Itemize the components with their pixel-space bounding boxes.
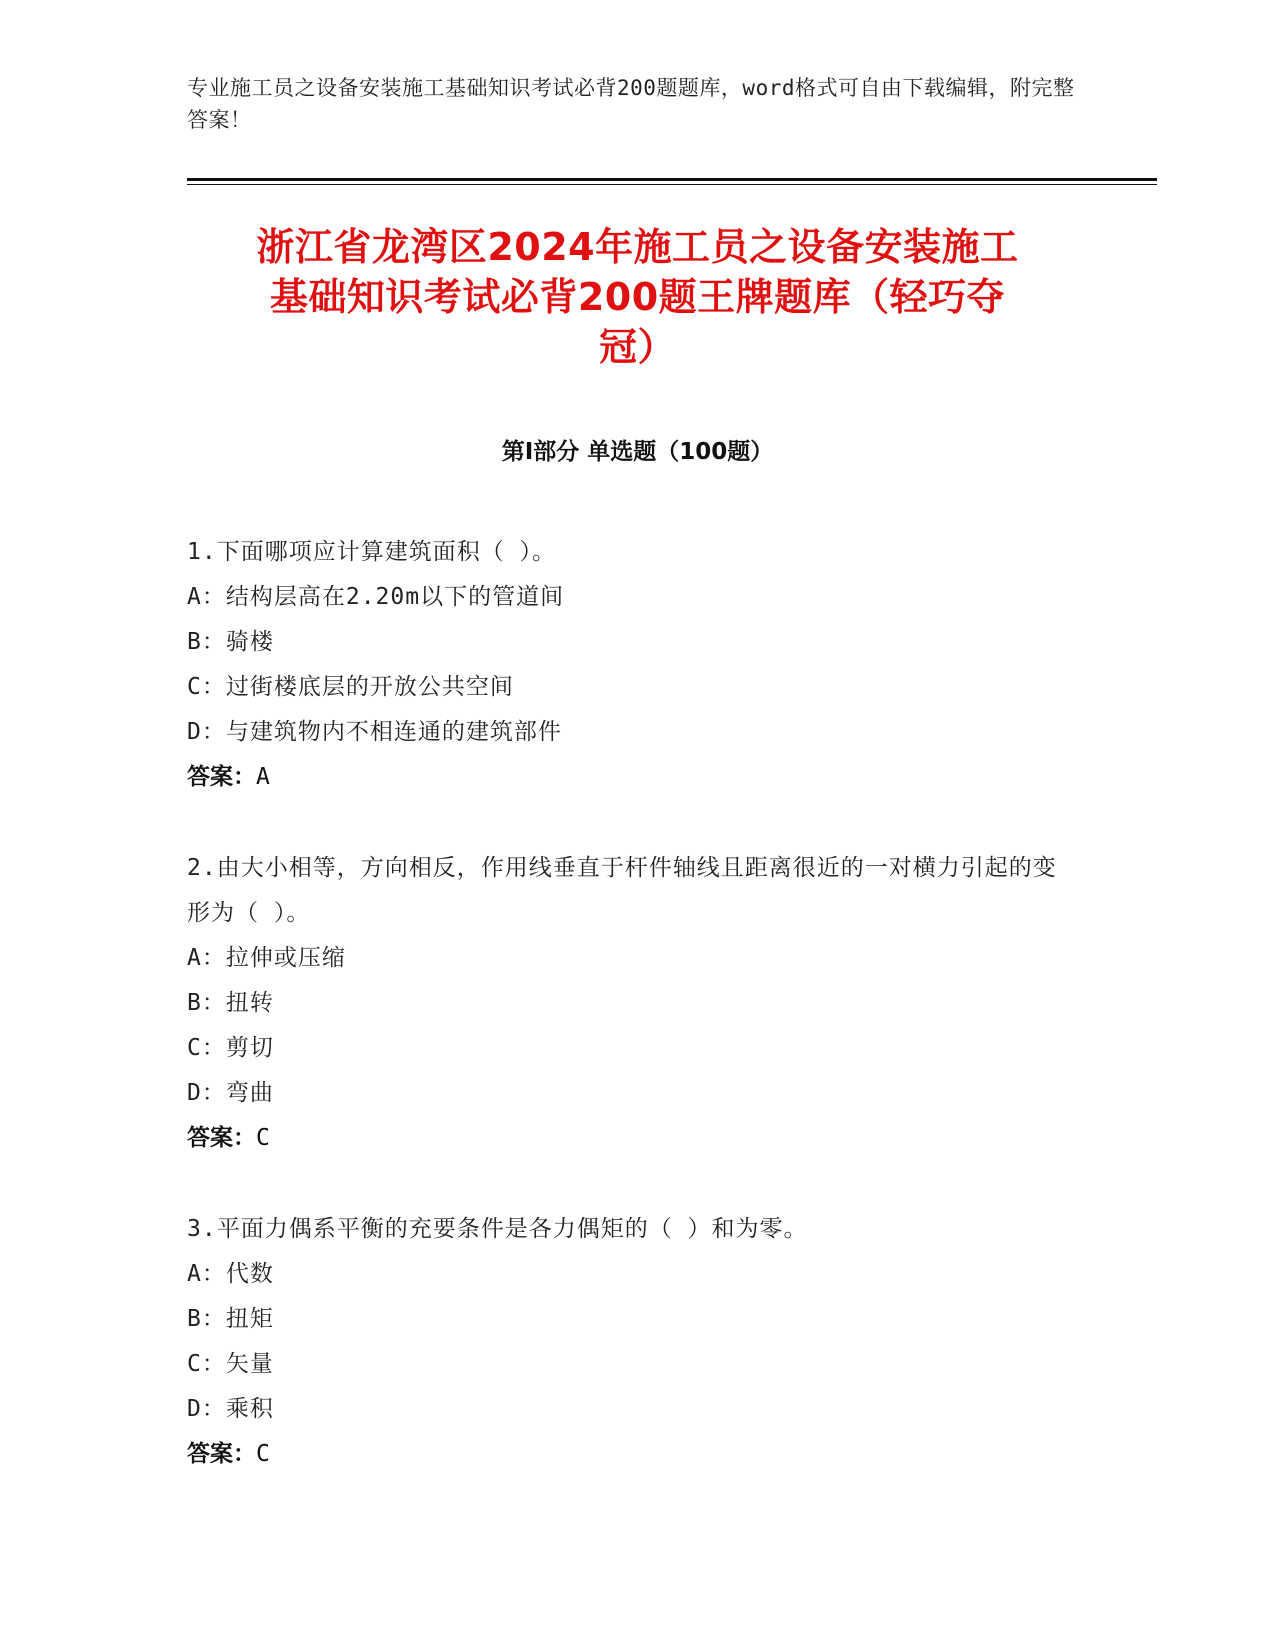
title-line: 冠） [598,325,676,369]
answer-label: 答案： [187,1441,256,1467]
question-item [187,1207,1067,1477]
question-item [187,846,1067,1161]
question-answer [187,1432,1067,1477]
section-heading: 第I部分 单选题（100题） [501,439,774,465]
answer-label: 答案： [187,1125,256,1151]
answer-value: C [256,1441,270,1467]
question-answer [187,1116,1067,1161]
header-note: 专业施工员之设备安装施工基础知识考试必背200题题库，word格式可自由下载编辑，附完整答案！ [187,76,1075,132]
answer-value: A [256,764,270,790]
document-title [170,222,1105,372]
answer-label: 答案： [187,764,256,790]
question-stem: 3.平面力偶系平衡的充要条件是各力偶矩的（ ）和为零。 [187,1216,808,1242]
question-option-a: A：结构层高在2.20m以下的管道间 [187,584,565,610]
question-answer [187,755,1067,800]
question-option-d: D：弯曲 [187,1080,274,1106]
question-option-a: A：代数 [187,1261,274,1287]
title-line: 基础知识考试必背200题王牌题库（轻巧夺 [269,275,1006,319]
question-option-b: B：扭转 [187,990,274,1016]
question-stem: 1.下面哪项应计算建筑面积（ ）。 [187,539,557,565]
header-divider-thin [187,184,1157,185]
answer-value: C [256,1125,270,1151]
question-option-b: B：扭矩 [187,1306,274,1332]
question-list [187,530,1067,1523]
title-line: 浙江省龙湾区2024年施工员之设备安装施工 [256,225,1019,269]
question-option-c: C：剪切 [187,1035,274,1061]
question-option-c: C：过街楼底层的开放公共空间 [187,674,514,700]
question-option-a: A：拉伸或压缩 [187,945,346,971]
question-option-b: B：骑楼 [187,629,274,655]
question-item [187,530,1067,800]
question-option-d: D：与建筑物内不相连通的建筑部件 [187,719,562,745]
question-option-d: D：乘积 [187,1396,274,1422]
question-option-c: C：矢量 [187,1351,274,1377]
question-stem: 2.由大小相等，方向相反，作用线垂直于杆件轴线且距离很近的一对横力引起的变形为（ ）。 [187,855,1057,926]
header-divider-thick [187,178,1157,181]
